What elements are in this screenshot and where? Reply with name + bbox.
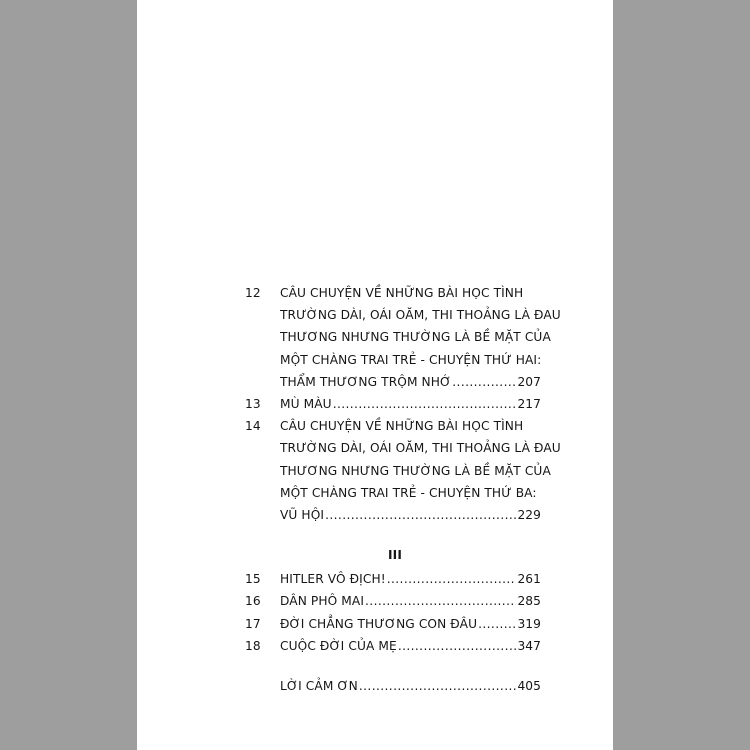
title-line: THẨM THƯƠNG TRỘM NHỚ [280, 374, 452, 389]
page-number: 229 [517, 508, 541, 523]
title-last-line [280, 393, 541, 415]
title-line: MỘT CHÀNG TRAI TRẺ - CHUYỆN THỨ HAI: [280, 352, 542, 367]
title-last-line [280, 635, 541, 657]
toc-entry-15 [245, 568, 541, 590]
title-line: HITLER VÔ ĐỊCH! [280, 572, 386, 587]
toc-entry-16 [245, 590, 541, 612]
chapter-number: 14 [245, 419, 261, 434]
spacer [245, 657, 541, 675]
title-last-line [280, 613, 541, 635]
table-of-contents [245, 282, 561, 697]
dot-leader [359, 675, 517, 697]
chapter-number: 13 [245, 397, 261, 412]
page-number: 217 [517, 397, 541, 412]
dot-leader [333, 393, 517, 415]
title-last-line [280, 504, 541, 526]
chapter-title [280, 282, 561, 393]
page-number: 285 [517, 594, 541, 609]
title-line: MÙ MÀU [280, 397, 332, 412]
title-line: DÂN PHÔ MAI [280, 594, 365, 609]
title-line: CÂU CHUYỆN VỀ NHỮNG BÀI HỌC TÌNH [280, 286, 524, 300]
chapter-title [280, 393, 541, 415]
chapter-number: 17 [245, 616, 261, 631]
dot-leader [452, 371, 516, 393]
dot-leader [387, 568, 517, 590]
title-line: TRƯỜNG DÀI, OÁI OĂM, THI THOẢNG LÀ ĐAU [280, 308, 561, 323]
title-last-line [280, 675, 541, 697]
title-line: MỘT CHÀNG TRAI TRẺ - CHUYỆN THỨ BA: [280, 485, 537, 500]
page-number: 405 [517, 679, 541, 694]
chapter-title [280, 415, 561, 526]
page-number: 261 [517, 572, 541, 587]
chapter-title [280, 635, 541, 657]
dot-leader [478, 613, 516, 635]
title-line: VŨ HỘI [280, 508, 325, 523]
section-title: III [388, 548, 402, 563]
title-line: CUỘC ĐỜI CỦA MẸ [280, 638, 397, 653]
chapter-number: 15 [245, 572, 261, 587]
chapter-number: 18 [245, 638, 261, 653]
chapter-title [280, 675, 541, 697]
page-number: 319 [517, 616, 541, 631]
title-line: ĐỜI CHẲNG THƯƠNG CON ĐÂU [280, 616, 478, 631]
title-last-line [280, 590, 541, 612]
toc-entry-17 [245, 613, 541, 635]
title-line: THƯƠNG NHƯNG THƯỜNG LÀ BỀ MẶT CỦA [280, 330, 551, 345]
title-line: CÂU CHUYỆN VỀ NHỮNG BÀI HỌC TÌNH [280, 419, 524, 434]
chapter-number: 12 [245, 286, 261, 300]
toc-entry-acknowledgements [245, 675, 541, 697]
toc-entry-13 [245, 393, 541, 415]
title-last-line [280, 568, 541, 590]
dot-leader [398, 635, 517, 657]
title-line: THƯƠNG NHƯNG THƯỜNG LÀ BỀ MẶT CỦA [280, 463, 551, 478]
page-number: 207 [517, 374, 541, 389]
dot-leader [325, 504, 516, 526]
book-page [137, 0, 613, 750]
chapter-title [280, 590, 541, 612]
toc-entry-18 [245, 635, 541, 657]
toc-entry-12 [245, 282, 561, 393]
title-line: TRƯỜNG DÀI, OÁI OĂM, THI THOẢNG LÀ ĐAU [280, 441, 561, 456]
dot-leader [365, 590, 516, 612]
toc-entry-14 [245, 415, 561, 526]
chapter-title [280, 613, 541, 635]
chapter-number: 16 [245, 594, 261, 609]
title-last-line [280, 371, 541, 393]
chapter-title [280, 568, 541, 590]
title-line: LỜI CẢM ƠN [280, 679, 358, 694]
page-number: 347 [517, 638, 541, 653]
